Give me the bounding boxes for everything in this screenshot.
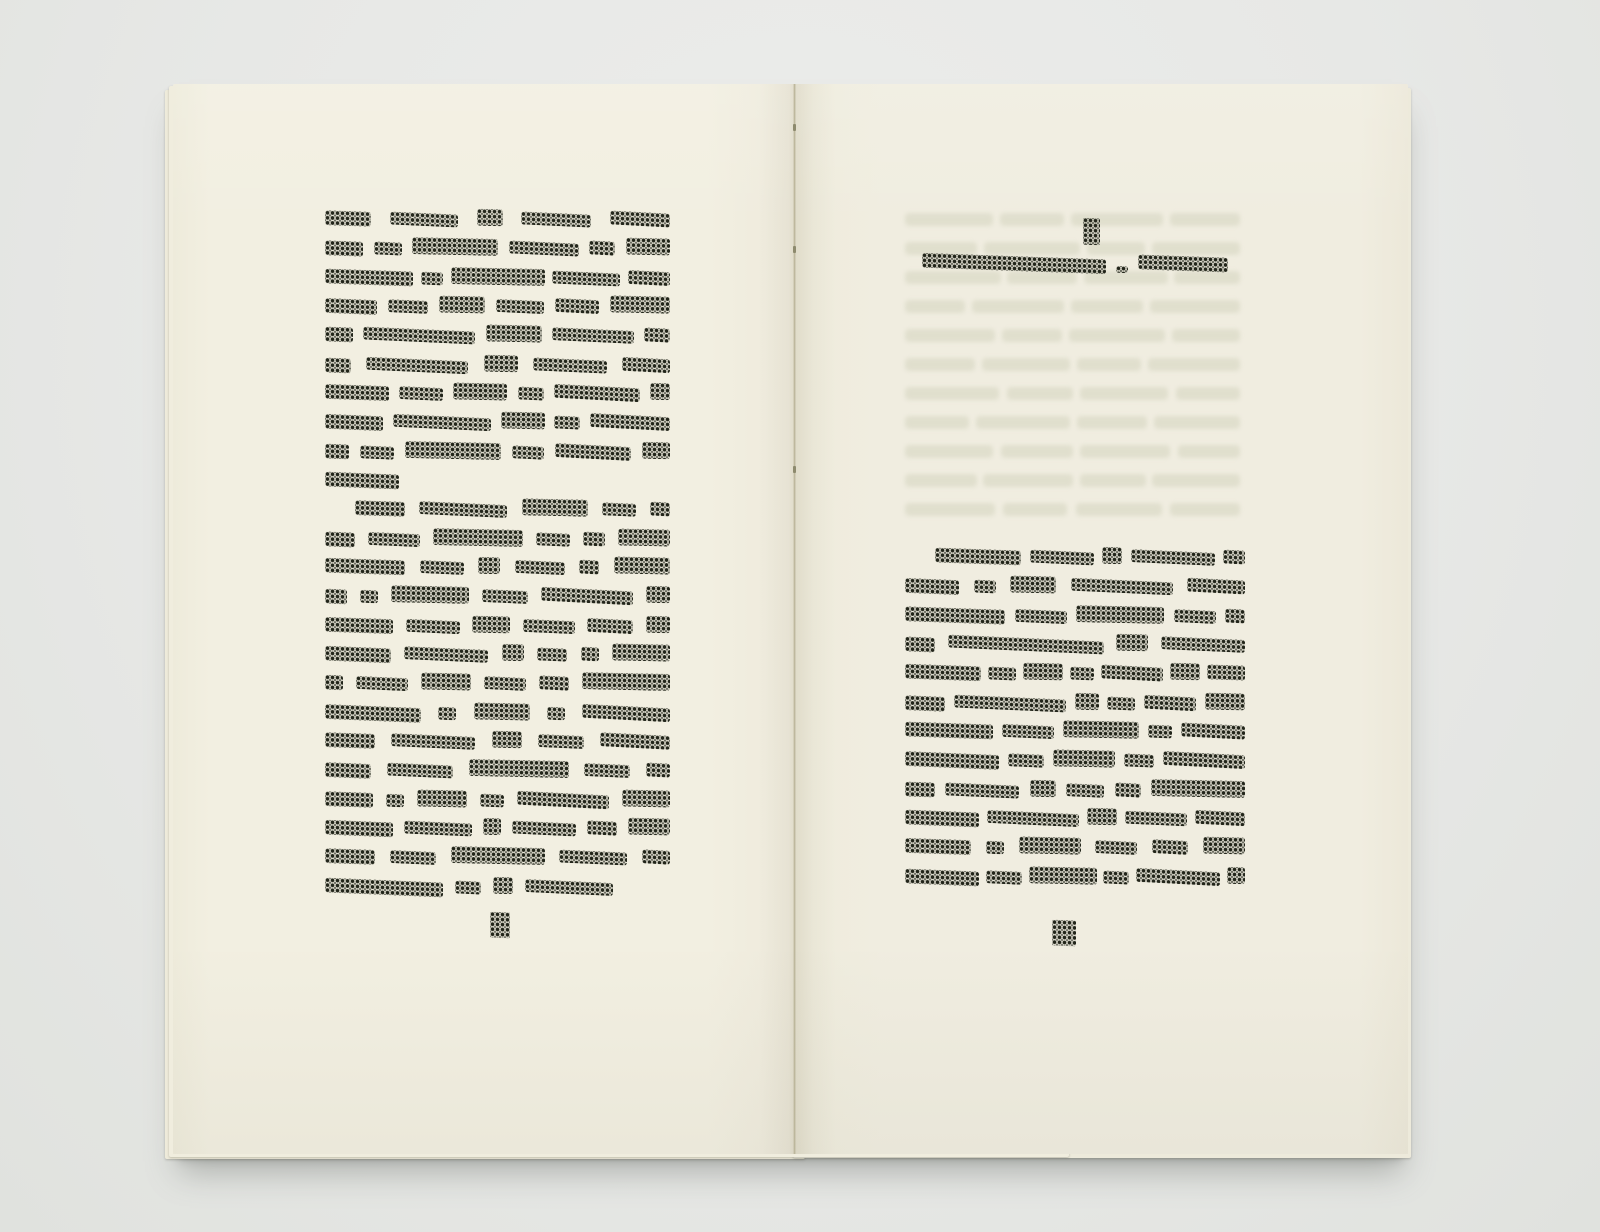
halftone-word-blob (522, 498, 588, 516)
halftone-word-blob (412, 237, 498, 256)
halftone-word-blob (1029, 866, 1097, 884)
halftone-word-blob (905, 636, 935, 652)
halftone-word-blob (905, 751, 999, 770)
halftone-word-blob (1066, 783, 1104, 798)
halftone-word-blob (541, 586, 633, 605)
page-right (795, 84, 1408, 1154)
show-through-word-blob (905, 329, 995, 342)
halftone-word-blob (1227, 867, 1245, 884)
halftone-word-blob (325, 675, 343, 691)
halftone-word-blob (1125, 811, 1187, 827)
show-through-word-blob (1080, 445, 1170, 458)
show-through-word-blob (1080, 387, 1168, 400)
halftone-text-line (325, 263, 670, 292)
halftone-word-blob (1095, 840, 1137, 855)
show-through-word-blob (1080, 474, 1146, 487)
halftone-word-blob (1131, 549, 1215, 566)
halftone-word-blob (325, 414, 383, 431)
halftone-word-blob (360, 590, 378, 604)
halftone-word-blob (1076, 605, 1164, 624)
halftone-text-line (905, 629, 1245, 658)
halftone-word-blob (509, 240, 579, 256)
halftone-word-blob (581, 646, 599, 661)
halftone-word-blob (387, 763, 453, 779)
halftone-word-blob (421, 272, 443, 286)
halftone-word-blob (484, 676, 526, 691)
halftone-word-blob (1075, 693, 1099, 711)
halftone-word-blob (610, 210, 670, 227)
halftone-text-line (325, 350, 670, 379)
halftone-word-blob (555, 297, 599, 313)
halftone-word-blob (905, 721, 993, 739)
show-through-word-blob (983, 474, 1073, 487)
halftone-text-line (325, 813, 670, 842)
halftone-word-blob (986, 870, 1022, 885)
show-through-word-blob (1077, 416, 1147, 429)
halftone-word-blob (420, 560, 464, 575)
show-through-word-blob (1148, 358, 1240, 371)
halftone-word-blob (547, 707, 565, 721)
halftone-word-blob (584, 763, 630, 778)
halftone-word-blob (646, 586, 670, 604)
show-through-word-blob (972, 300, 1064, 313)
halftone-word-blob (325, 240, 363, 257)
halftone-word-blob (356, 676, 408, 691)
chapter-number-mark (1083, 218, 1100, 246)
halftone-text-line (325, 611, 670, 640)
halftone-word-blob (537, 647, 567, 661)
halftone-word-blob (521, 211, 591, 227)
halftone-word-blob (496, 299, 544, 314)
halftone-word-blob (325, 589, 347, 605)
halftone-word-blob (1053, 749, 1115, 767)
halftone-word-blob (1225, 608, 1245, 623)
halftone-word-blob (517, 790, 609, 809)
halftone-text-line (905, 832, 1245, 861)
halftone-word-blob (1019, 836, 1081, 854)
halftone-text-line (905, 716, 1245, 745)
halftone-text-line (325, 407, 670, 436)
halftone-word-blob (474, 702, 530, 720)
halftone-word-blob (493, 877, 513, 894)
halftone-word-blob (325, 704, 421, 723)
halftone-word-blob (325, 791, 373, 808)
halftone-word-blob (391, 585, 469, 604)
show-through-word-blob (1000, 213, 1064, 226)
halftone-word-blob (472, 616, 510, 634)
halftone-word-blob (1102, 547, 1122, 564)
halftone-text-line (905, 775, 1245, 804)
show-through-word-blob (1007, 387, 1073, 400)
halftone-word-blob (559, 849, 627, 865)
show-through-word-blob (1001, 445, 1073, 458)
halftone-word-blob (1136, 867, 1220, 885)
halftone-word-blob (368, 532, 420, 547)
show-through-word-blob (1002, 329, 1062, 342)
halftone-word-blob (600, 732, 670, 750)
halftone-word-blob (325, 298, 377, 315)
halftone-word-blob (501, 412, 545, 430)
show-through-word-blob (1176, 387, 1240, 400)
halftone-word-blob (587, 820, 617, 836)
halftone-word-blob (1071, 578, 1173, 596)
halftone-word-blob (905, 781, 935, 797)
halftone-word-blob (948, 634, 1104, 654)
halftone-word-blob (391, 733, 475, 750)
halftone-word-blob (325, 531, 355, 547)
halftone-word-blob (1116, 634, 1148, 652)
halftone-word-blob (650, 501, 670, 516)
show-through-line (905, 379, 1240, 408)
halftone-word-blob (1195, 809, 1245, 826)
halftone-word-blob (1205, 693, 1245, 711)
title-word-blob (922, 253, 1106, 274)
halftone-word-blob (945, 782, 1019, 798)
title-comma-mark (1116, 266, 1128, 273)
halftone-text-line (325, 726, 670, 755)
halftone-word-blob (1107, 696, 1135, 710)
book-gutter-fold (793, 84, 796, 1154)
halftone-word-blob (325, 384, 389, 401)
halftone-text-line (325, 872, 670, 901)
halftone-word-blob (1170, 663, 1200, 681)
right-page-number-mark (1052, 920, 1076, 947)
halftone-word-blob (582, 672, 670, 691)
halftone-word-blob (1161, 636, 1245, 653)
halftone-word-blob (533, 357, 607, 373)
gutter-shading-left (759, 84, 793, 1154)
binding-stitch (793, 466, 796, 473)
halftone-word-blob (492, 731, 522, 749)
halftone-word-blob (905, 809, 979, 827)
halftone-word-blob (554, 415, 580, 429)
halftone-word-blob (1030, 550, 1094, 566)
show-through-word-blob (982, 358, 1070, 371)
halftone-word-blob (325, 210, 371, 227)
halftone-word-blob (1181, 722, 1245, 739)
halftone-word-blob (642, 849, 670, 864)
halftone-word-blob (451, 267, 545, 286)
halftone-word-blob (480, 793, 504, 807)
halftone-word-blob (987, 810, 1079, 827)
halftone-word-blob (622, 356, 670, 373)
halftone-word-blob (905, 606, 1005, 624)
halftone-word-blob (905, 664, 981, 682)
halftone-text-line (905, 745, 1245, 774)
halftone-word-blob (515, 560, 565, 575)
halftone-word-blob (404, 646, 488, 663)
halftone-word-blob (1174, 609, 1216, 624)
halftone-text-line (905, 571, 1245, 600)
halftone-word-blob (433, 528, 523, 547)
halftone-word-blob (399, 386, 443, 401)
halftone-word-blob (646, 616, 670, 634)
show-through-word-blob (905, 503, 995, 516)
halftone-text-line (905, 601, 1245, 630)
halftone-word-blob (421, 672, 471, 690)
halftone-word-blob (386, 794, 404, 808)
halftone-word-blob (366, 357, 468, 375)
halftone-word-blob (905, 838, 971, 855)
show-through-word-blob (976, 416, 1070, 429)
halftone-word-blob (646, 762, 670, 777)
halftone-word-blob (974, 580, 996, 594)
show-through-word-blob (1069, 329, 1165, 342)
halftone-word-blob (905, 578, 959, 595)
halftone-word-blob (325, 762, 371, 779)
halftone-word-blob (905, 868, 979, 886)
show-through-word-blob (905, 300, 965, 313)
show-through-word-blob (1170, 213, 1240, 226)
halftone-word-blob (618, 528, 670, 546)
halftone-text-line (325, 668, 670, 697)
halftone-word-blob (538, 734, 584, 749)
halftone-text-line (325, 204, 670, 233)
show-through-line (905, 495, 1240, 524)
halftone-word-blob (1203, 837, 1245, 855)
halftone-word-blob (325, 327, 353, 343)
halftone-word-blob (355, 500, 405, 517)
binding-stitch (793, 124, 796, 131)
show-through-line (905, 437, 1240, 466)
show-through-line (905, 408, 1240, 437)
halftone-text-line (325, 581, 670, 610)
halftone-word-blob (583, 531, 605, 546)
show-through-word-blob (905, 416, 969, 429)
show-through-word-blob (1077, 358, 1141, 371)
show-through-word-blob (1170, 503, 1240, 516)
halftone-word-blob (610, 295, 670, 313)
halftone-word-blob (390, 211, 458, 227)
halftone-word-blob (612, 643, 670, 661)
halftone-word-blob (451, 846, 545, 865)
right-page-text-block (905, 542, 1245, 890)
halftone-text-line (905, 803, 1245, 832)
halftone-word-blob (552, 327, 634, 344)
halftone-word-blob (438, 707, 456, 721)
halftone-text-line (325, 785, 670, 814)
halftone-word-blob (988, 666, 1016, 680)
halftone-word-blob (439, 296, 485, 314)
halftone-word-blob (502, 644, 524, 661)
halftone-word-blob (1010, 576, 1056, 594)
show-through-word-blob (1178, 445, 1240, 458)
halftone-text-line (325, 552, 670, 581)
halftone-word-blob (628, 818, 670, 836)
halftone-word-blob (325, 471, 399, 489)
halftone-word-blob (406, 619, 460, 634)
halftone-word-blob (484, 355, 518, 373)
halftone-word-blob (483, 818, 501, 835)
halftone-word-blob (1002, 724, 1054, 739)
halftone-word-blob (582, 703, 670, 722)
halftone-word-blob (1163, 750, 1245, 768)
binding-stitch (793, 246, 796, 253)
halftone-word-blob (554, 383, 640, 402)
halftone-word-blob (478, 557, 500, 574)
halftone-word-blob (1030, 780, 1056, 798)
halftone-text-line (325, 698, 670, 727)
show-through-line (905, 321, 1240, 350)
title-word-blob (1138, 254, 1228, 272)
halftone-word-blob (455, 880, 481, 894)
halftone-word-blob (587, 617, 633, 633)
halftone-word-blob (419, 501, 507, 518)
halftone-word-blob (539, 675, 569, 691)
halftone-word-blob (417, 789, 467, 807)
show-through-word-blob (1154, 416, 1240, 429)
halftone-text-line (905, 542, 1245, 571)
halftone-word-blob (512, 445, 544, 459)
halftone-text-line (325, 842, 670, 871)
show-through-line (905, 466, 1240, 495)
halftone-word-blob (469, 759, 569, 778)
halftone-word-blob (628, 269, 670, 285)
show-through-line (905, 205, 1240, 234)
halftone-word-blob (325, 848, 375, 865)
halftone-word-blob (1124, 753, 1154, 767)
halftone-word-blob (525, 879, 613, 896)
halftone-word-blob (325, 820, 393, 838)
left-page-number-mark (490, 912, 510, 939)
halftone-word-blob (1223, 549, 1245, 564)
halftone-text-line (325, 639, 670, 668)
halftone-text-line (325, 524, 670, 553)
halftone-word-blob (390, 850, 436, 865)
halftone-word-blob (1152, 839, 1188, 855)
halftone-word-blob (986, 841, 1004, 855)
halftone-text-line (325, 291, 670, 320)
halftone-word-blob (1087, 808, 1117, 826)
halftone-word-blob (512, 821, 576, 837)
halftone-word-blob (325, 268, 413, 286)
halftone-word-blob (404, 820, 472, 836)
show-through-word-blob (905, 358, 975, 371)
halftone-word-blob (1023, 663, 1063, 681)
show-through-word-blob (905, 474, 977, 487)
halftone-text-line (905, 658, 1245, 687)
halftone-word-blob (325, 558, 405, 576)
halftone-text-line (325, 465, 670, 494)
halftone-word-blob (405, 441, 501, 460)
halftone-word-blob (626, 238, 670, 256)
halftone-word-blob (325, 444, 349, 460)
halftone-word-blob (486, 324, 542, 342)
halftone-word-blob (589, 240, 615, 255)
chapter-title-line (905, 249, 1245, 278)
halftone-text-line (325, 320, 670, 349)
halftone-word-blob (1015, 609, 1067, 624)
halftone-word-blob (1103, 870, 1129, 884)
halftone-word-blob (518, 386, 544, 400)
halftone-word-blob (393, 414, 491, 431)
halftone-text-line (325, 437, 670, 466)
halftone-word-blob (482, 589, 528, 604)
show-through-word-blob (1003, 503, 1067, 516)
halftone-word-blob (590, 412, 670, 430)
show-through-word-blob (1172, 329, 1240, 342)
halftone-word-blob (1063, 720, 1139, 739)
halftone-word-blob (642, 442, 670, 460)
halftone-word-blob (622, 789, 670, 807)
halftone-word-blob (360, 445, 394, 460)
halftone-word-blob (325, 878, 443, 898)
halftone-word-blob (1187, 577, 1245, 594)
show-through-word-blob (1150, 300, 1240, 313)
show-through-word-blob (1152, 474, 1240, 487)
halftone-word-blob (579, 559, 599, 574)
show-through-word-blob (905, 213, 993, 226)
halftone-text-line (905, 862, 1245, 891)
halftone-word-blob (602, 502, 636, 517)
halftone-word-blob (536, 532, 570, 547)
halftone-word-blob (552, 270, 620, 286)
halftone-word-blob (1070, 666, 1094, 680)
halftone-word-blob (555, 443, 631, 461)
book-spread (173, 84, 1408, 1154)
page-left (173, 84, 795, 1154)
halftone-text-line (325, 233, 670, 262)
halftone-word-blob (1115, 782, 1141, 797)
halftone-text-line (325, 494, 670, 523)
show-through-word-blob (905, 387, 999, 400)
halftone-word-blob (650, 383, 670, 400)
halftone-text-line (325, 755, 670, 784)
show-through-word-blob (1071, 300, 1143, 313)
halftone-word-blob (1101, 664, 1163, 681)
halftone-word-blob (935, 547, 1021, 565)
halftone-word-blob (374, 241, 402, 255)
halftone-text-line (325, 378, 670, 407)
halftone-word-blob (363, 326, 475, 344)
halftone-word-blob (325, 617, 393, 634)
halftone-word-blob (644, 327, 670, 342)
halftone-word-blob (523, 619, 575, 634)
halftone-word-blob (905, 695, 945, 712)
halftone-word-blob (325, 357, 351, 373)
halftone-word-blob (1144, 694, 1196, 711)
show-through-word-blob (1076, 503, 1162, 516)
halftone-word-blob (325, 732, 375, 749)
show-through-word-blob (905, 445, 993, 458)
halftone-word-blob (477, 209, 503, 227)
halftone-word-blob (1008, 753, 1044, 768)
halftone-word-blob (388, 299, 428, 314)
halftone-word-blob (1151, 779, 1245, 798)
gutter-shading-right (796, 84, 836, 1154)
left-page-text-block (325, 204, 670, 900)
halftone-word-blob (453, 382, 507, 400)
show-through-line (905, 350, 1240, 379)
halftone-word-blob (614, 556, 670, 574)
halftone-word-blob (1148, 724, 1172, 738)
halftone-text-line (905, 688, 1245, 717)
halftone-word-blob (954, 694, 1066, 712)
show-through-line (905, 292, 1240, 321)
halftone-word-blob (1207, 664, 1245, 680)
halftone-word-blob (325, 646, 391, 664)
